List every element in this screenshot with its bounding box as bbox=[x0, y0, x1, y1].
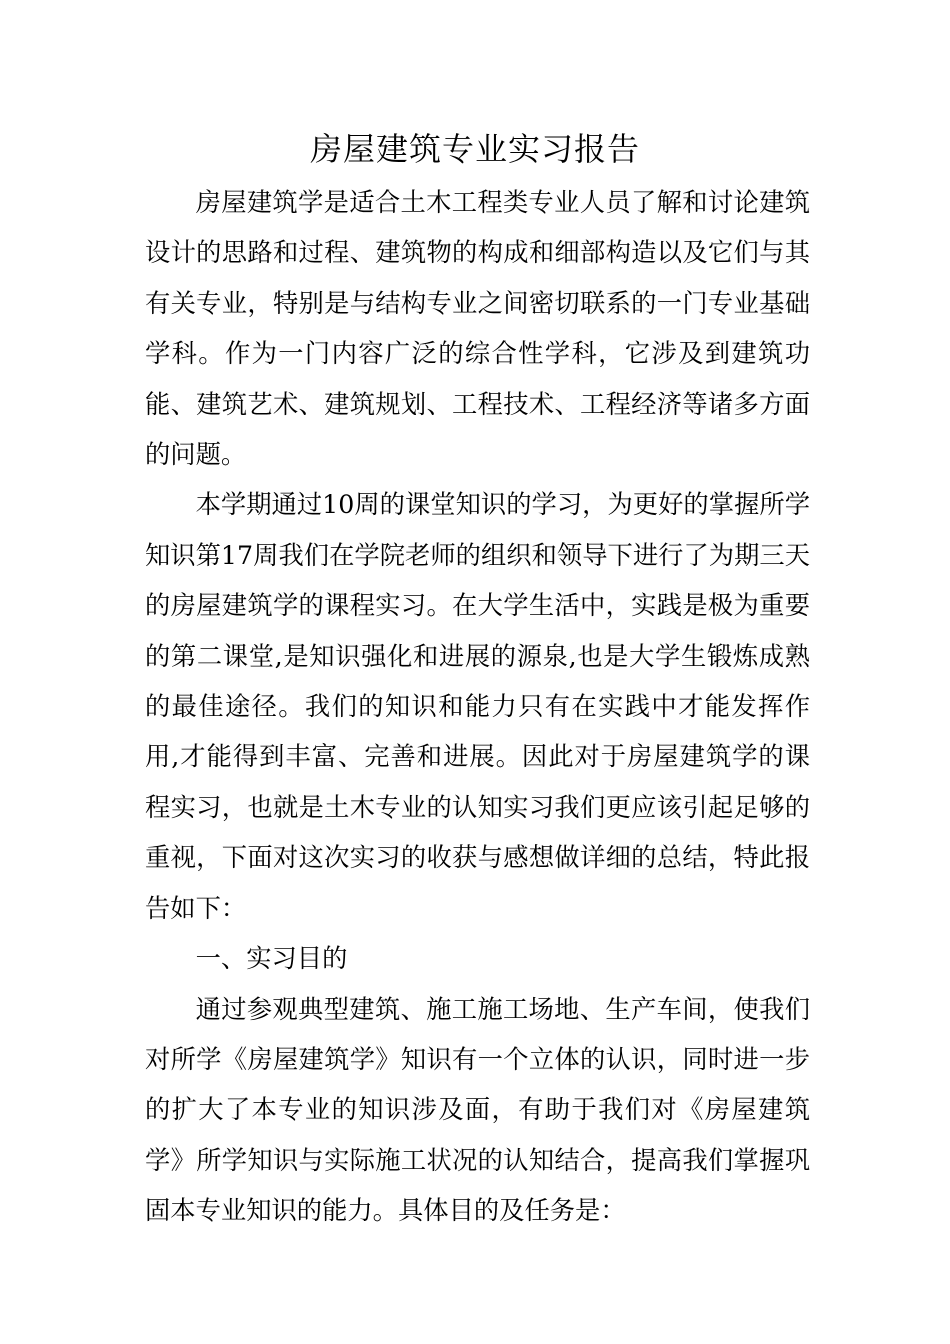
paragraph-internship: 本学期通过10周的课堂知识的学习，为更好的掌握所学知识第17周我们在学院老师的组织和领导下进行了为期三天的房屋建筑学的课程实习。在大学生活中，实践是极为重要的第二课堂,是知识强化和进展的源泉,也是大学生锻炼成熟的最佳途径。我们的知识和能力只有在实践中才能发挥作用,才能得到丰富、完善和进展。因此对于房屋建筑学的课程实习，也就是土木专业的认知实习我们更应该引起足够的重视，下面对这次实习的收获与感想做详细的总结，特此报告如下： bbox=[145, 490, 810, 923]
document-title: 房屋建筑专业实习报告 bbox=[309, 130, 640, 168]
paragraph-intro: 房屋建筑学是适合土木工程类专业人员了解和讨论建筑设计的思路和过程、建筑物的构成和细部构造以及它们与其有关专业，特别是与结构专业之间密切联系的一门专业基础学科。作为一门内容广泛的综合性学科，它涉及到建筑功能、建筑艺术、建筑规划、工程技术、工程经济等诸多方面的问题。 bbox=[145, 188, 810, 470]
paragraph-purpose: 通过参观典型建筑、施工施工场地、生产车间，使我们对所学《房屋建筑学》知识有一个立体的认识，同时进一步的扩大了本专业的知识涉及面，有助于我们对《房屋建筑学》所学知识与实际施工状况的认知结合，提高我们掌握巩固本专业知识的能力。具体目的及任务是： bbox=[145, 994, 810, 1226]
document-body bbox=[145, 178, 810, 1237]
section-heading-purpose: 一、实习目的 bbox=[195, 944, 348, 974]
